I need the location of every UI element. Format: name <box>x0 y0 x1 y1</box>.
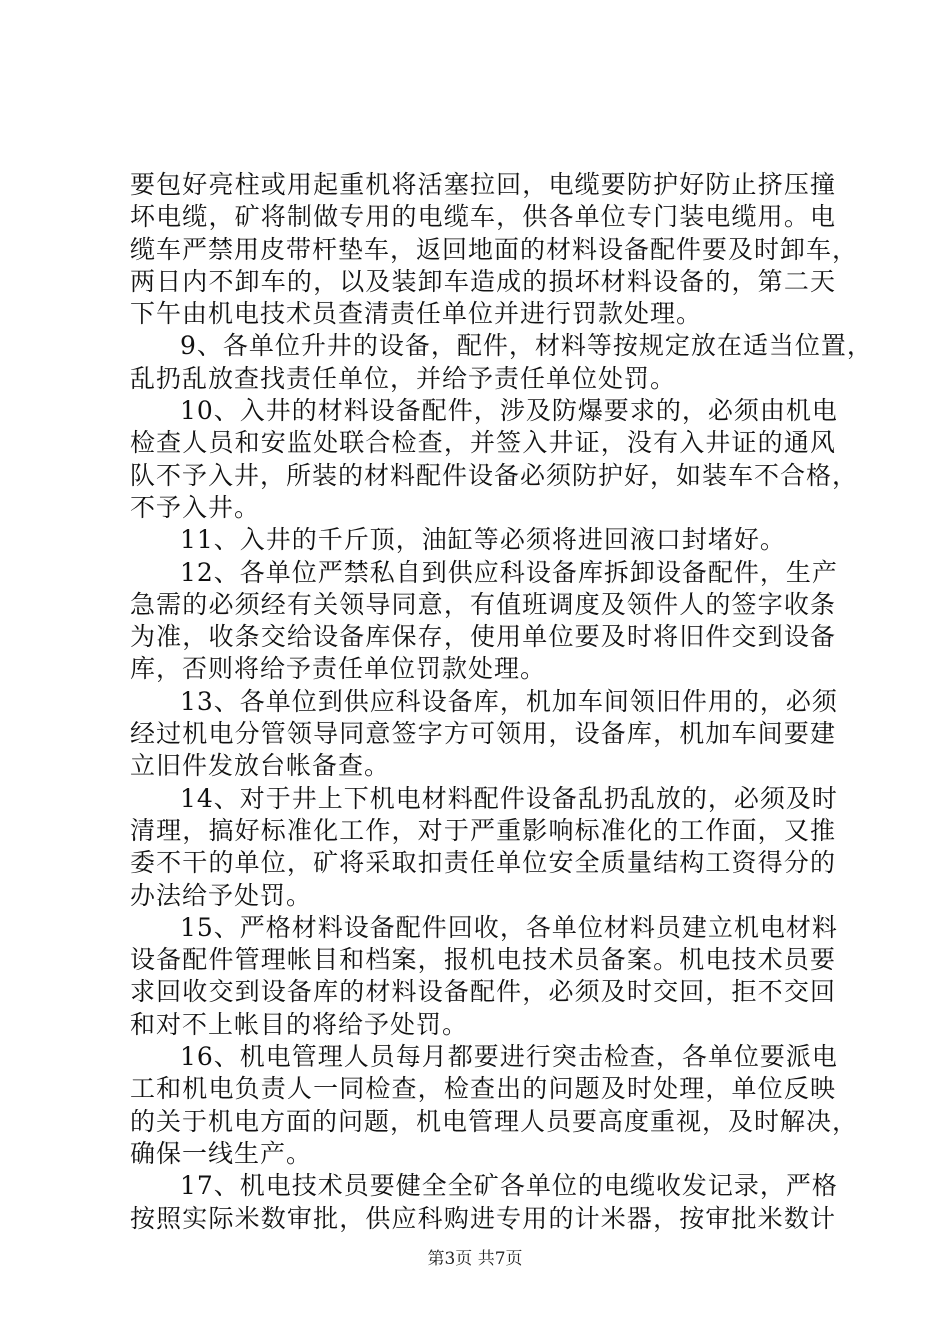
page-footer: 第3页 共7页 <box>427 1249 523 1269</box>
text-line: 15、严格材料设备配件回收，各单位材料员建立机电材料 <box>180 912 838 942</box>
text-line: 要包好亮柱或用起重机将活塞拉回，电缆要防护好防止挤压撞 <box>130 170 836 199</box>
text-line: 17、机电技术员要健全全矿各单位的电缆收发记录，严格 <box>180 1171 838 1201</box>
text-line: 13、各单位到供应科设备库，机加车间领旧件用的，必须 <box>180 686 838 716</box>
paragraph <box>130 686 836 783</box>
paragraph <box>130 395 859 524</box>
text-line: 工和机电负责人一同检查，检查出的问题及时处理，单位反映 <box>130 1074 836 1104</box>
text-line: 按照实际米数审批，供应科购进专用的计米器，按审批米数计 <box>130 1203 836 1233</box>
paragraph <box>130 1041 859 1170</box>
text-line: 经过机电分管领导同意签字方可领用，设备库，机加车间要建 <box>130 719 836 749</box>
text-line: 和对不上帐目的将给予处罚。 <box>130 1009 469 1039</box>
text-line: 两日内不卸车的，以及装卸车造成的损坏材料设备的，第二天 <box>130 266 836 296</box>
paragraph <box>130 1170 836 1235</box>
text-line: 检查人员和安监处联合检查，并签入井证，没有入井证的通风 <box>130 428 836 458</box>
text-line: 不予入井。 <box>130 492 261 522</box>
text-line: 缆车严禁用皮带杆垫车，返回地面的材料设备配件要及时卸车， <box>130 234 859 264</box>
paragraph <box>130 557 836 686</box>
text-line: 设备配件管理帐目和档案，报机电技术员备案。机电技术员要 <box>130 945 836 975</box>
paragraph <box>130 783 836 912</box>
text-line: 库，否则将给予责任单位罚款处理。 <box>130 654 547 684</box>
paragraph <box>130 912 836 1041</box>
text-line: 立旧件发放台帐备查。 <box>130 751 391 781</box>
text-line: 办法给予处罚。 <box>130 880 313 910</box>
text-line: 下午由机电技术员查清责任单位并进行罚款处理。 <box>130 299 703 329</box>
text-line: 10、入井的材料设备配件，涉及防爆要求的，必须由机电 <box>180 396 838 426</box>
text-line: 12、各单位严禁私自到供应科设备库拆卸设备配件，生产 <box>180 557 838 587</box>
text-line: 坏电缆，矿将制做专用的电缆车，供各单位专门装电缆用。电 <box>130 202 836 232</box>
text-line: 委不干的单位，矿将采取扣责任单位安全质量结构工资得分的 <box>130 848 836 878</box>
text-line: 9、各单位升井的设备，配件，材料等按规定放在适当位置， <box>180 331 873 361</box>
text-line: 队不予入井，所装的材料配件设备必须防护好，如装车不合格， <box>130 460 859 490</box>
text-line: 急需的必须经有关领导同意，有值班调度及领件人的签字收条 <box>130 589 836 619</box>
text-line: 求回收交到设备库的材料设备配件，必须及时交回，拒不交回 <box>130 977 836 1007</box>
text-line: 乱扔乱放查找责任单位，并给予责任单位处罚。 <box>130 363 677 393</box>
text-line: 16、机电管理人员每月都要进行突击检查，各单位要派电 <box>180 1042 838 1072</box>
document-body <box>130 169 873 1235</box>
paragraph <box>130 524 836 556</box>
paragraph <box>130 330 873 395</box>
text-line: 14、对于井上下机电材料配件设备乱扔乱放的，必须及时 <box>180 783 838 813</box>
paragraph <box>130 169 859 330</box>
text-line: 的关于机电方面的问题，机电管理人员要高度重视，及时解决， <box>130 1106 859 1136</box>
text-line: 清理，搞好标准化工作，对于严重影响标准化的工作面，又推 <box>130 815 836 845</box>
text-line: 11、入井的千斤顶，油缸等必须将进回液口封堵好。 <box>180 525 786 555</box>
text-line: 为准，收条交给设备库保存，使用单位要及时将旧件交到设备 <box>130 622 836 652</box>
text-line: 确保一线生产。 <box>130 1138 313 1168</box>
